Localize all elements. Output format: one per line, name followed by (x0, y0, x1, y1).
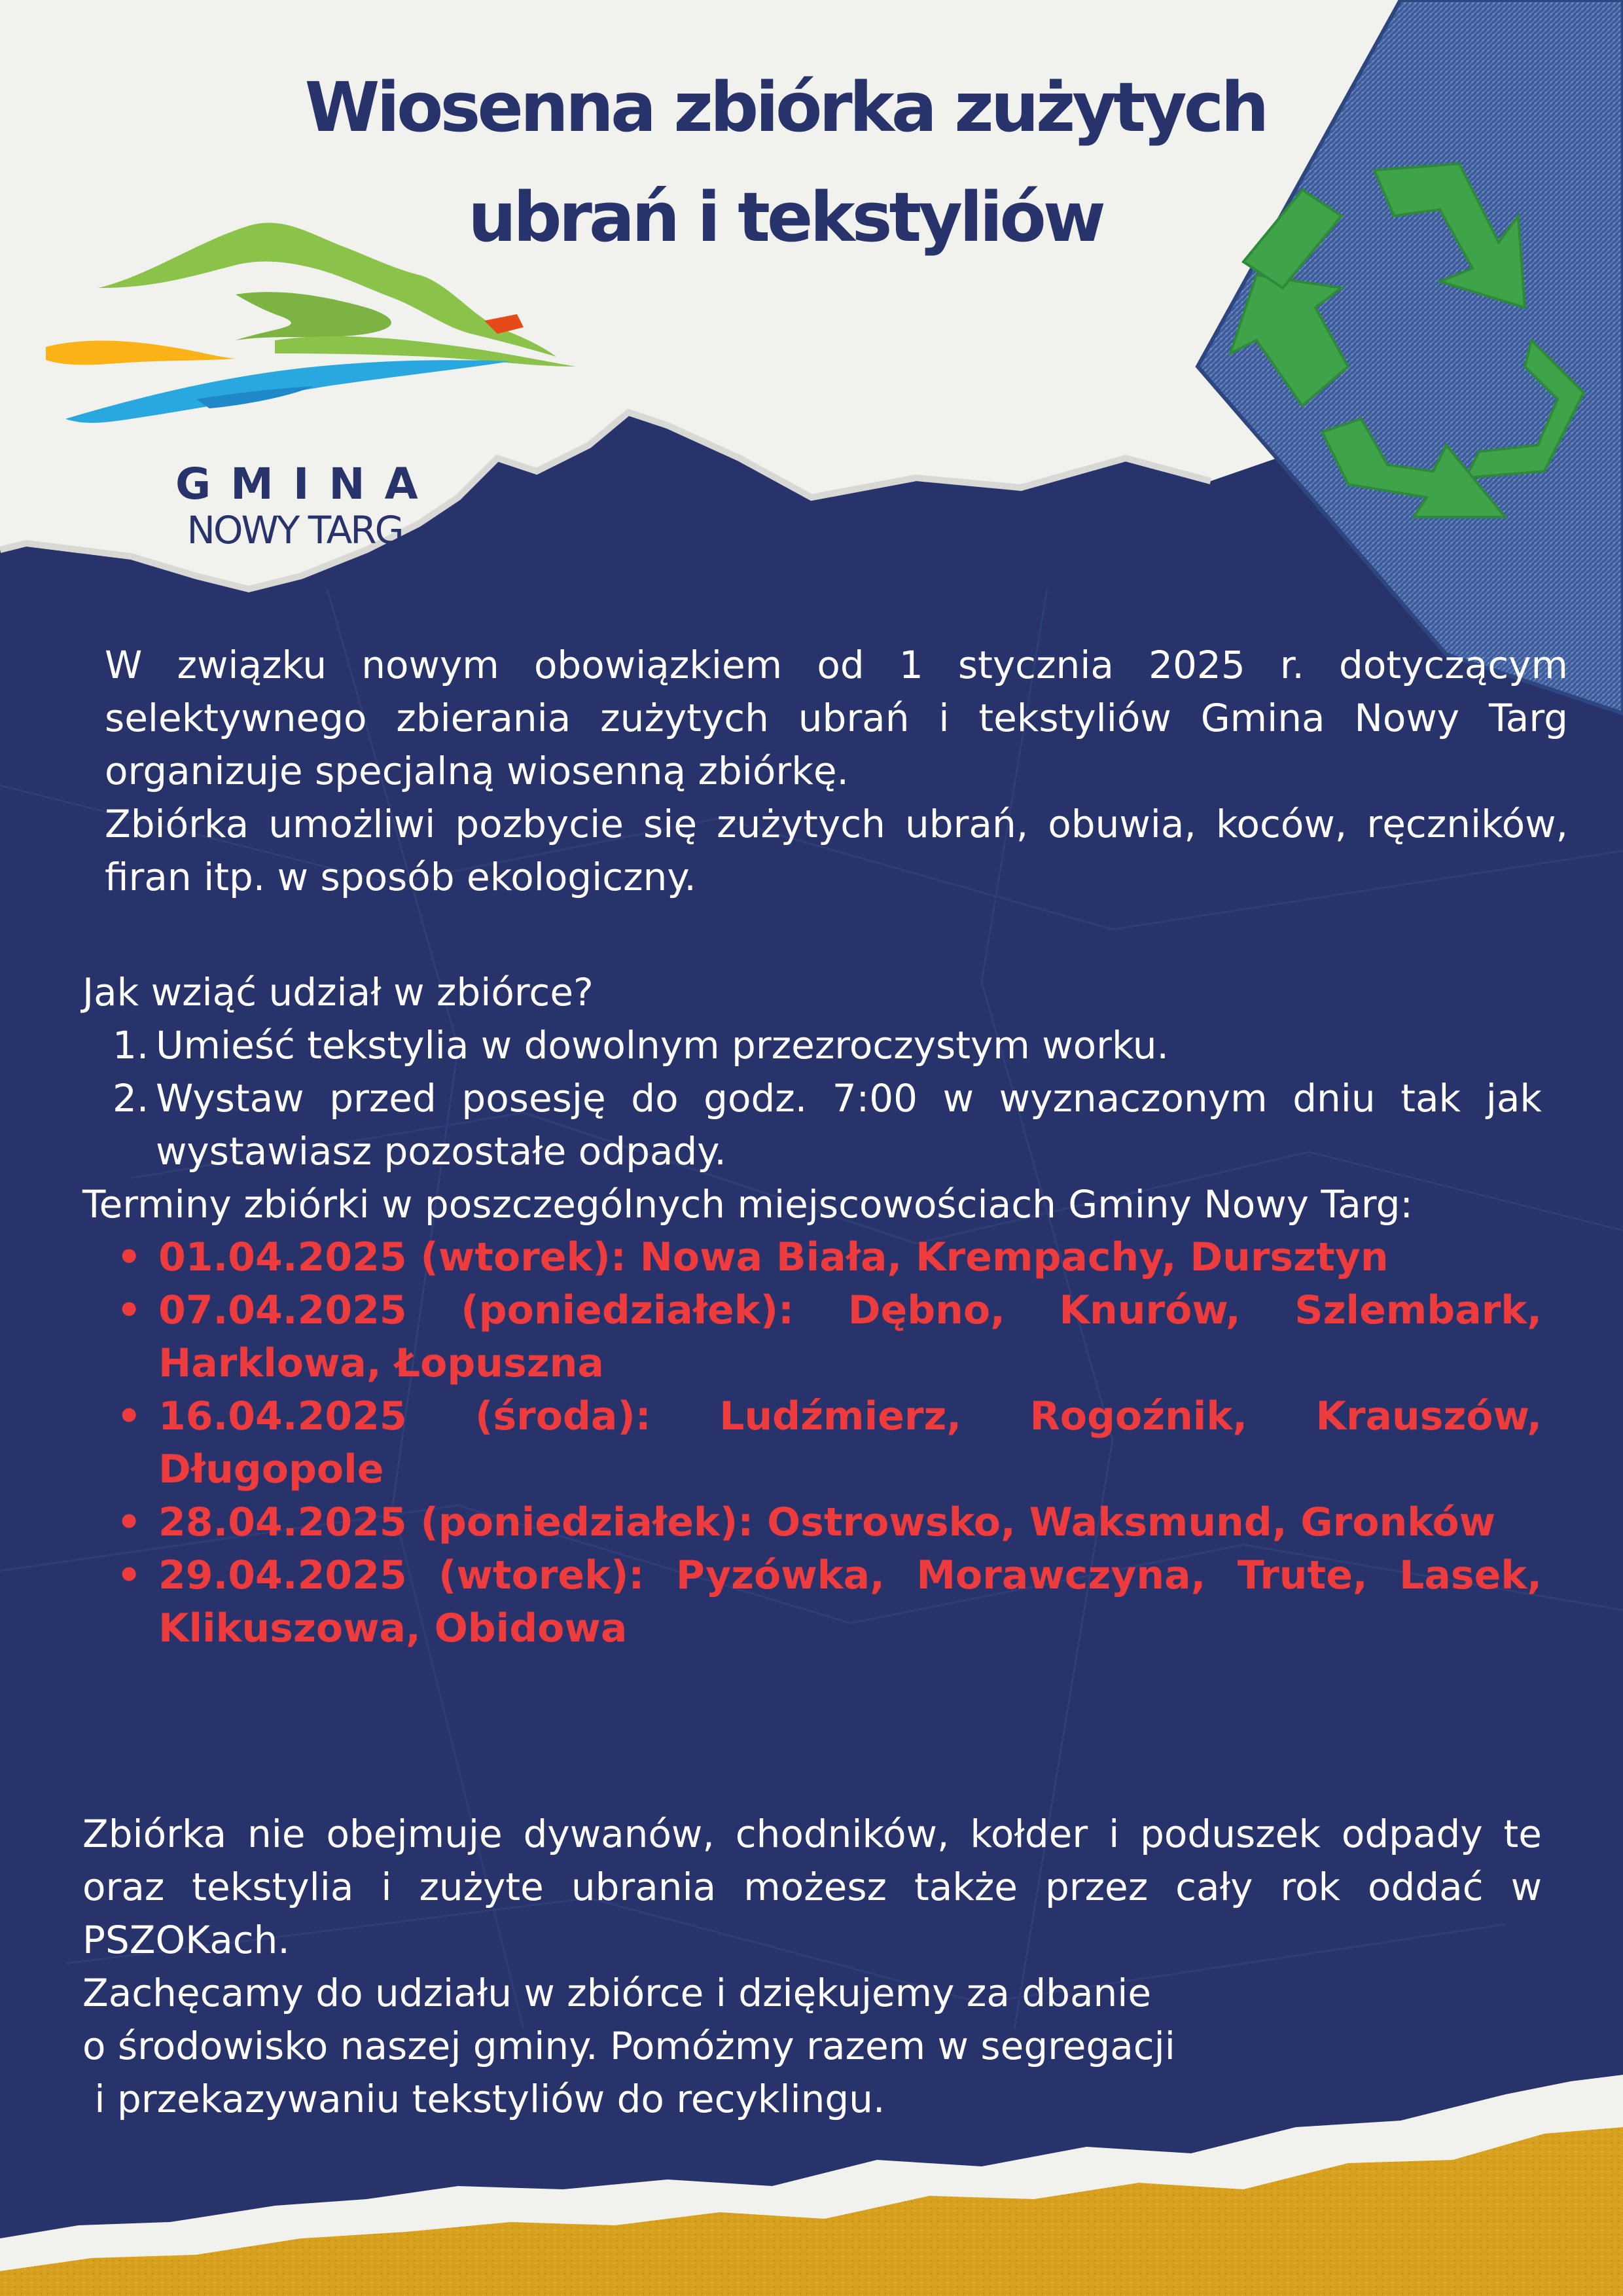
schedule-list (82, 1231, 1542, 1655)
schedule-item: • 01.04.2025 (wtorek): Nowa Biała, Krempachy, Dursztyn (116, 1234, 1389, 1280)
intro-section (105, 639, 1568, 904)
step-text: Wystaw przed posesję do godz. 7:00 w wyznaczonym dniu tak jak wystawiasz pozostałe odpady. (156, 1076, 1542, 1174)
gmina-logo (157, 459, 438, 552)
schedule-item: • 16.04.2025 (środa): Ludźmierz, Rogoźnik, Krauszów, Długopole (116, 1393, 1542, 1492)
outro-line-1: Zachęcamy do udziału w zbiórce i dziękujemy za dbanie (82, 1971, 1152, 2015)
schedule-item-text: 28.04.2025 (poniedziałek): Ostrowsko, Waksmund, Gronków (158, 1499, 1496, 1545)
schedule-item-text: 29.04.2025 (wtorek): Pyzówka, Morawczyna, Trute, Lasek, Klikuszowa, Obidowa (158, 1552, 1542, 1651)
intro-paragraph-2: Zbiórka umożliwi pozbycie się zużytych ubrań, obuwia, koców, ręczników, firan itp. w sposób ekologiczny. (105, 802, 1568, 899)
schedule-item-text: 01.04.2025 (wtorek): Nowa Biała, Krempachy, Dursztyn (158, 1234, 1389, 1280)
outro-section (82, 1808, 1542, 2126)
logo-line-1: GMINA (175, 459, 438, 509)
howto-section (82, 966, 1542, 1655)
steps-list (82, 1019, 1542, 1178)
step-item (82, 1019, 1542, 1072)
step-number: 2. (113, 1076, 149, 1121)
step-item (82, 1072, 1542, 1178)
outro-line-3: i przekazywaniu tekstyliów do recyklingu. (82, 2077, 885, 2121)
schedule-item-text: 16.04.2025 (środa): Ludźmierz, Rogoźnik, Krauszów, Długopole (158, 1393, 1542, 1492)
step-number: 1. (113, 1023, 149, 1067)
logo-line-2: NOWY TARG (187, 508, 402, 552)
schedule-item: • 29.04.2025 (wtorek): Pyzówka, Morawczyna, Trute, Lasek, Klikuszowa, Obidowa (116, 1552, 1542, 1651)
schedule-item: • 07.04.2025 (poniedziałek): Dębno, Knurów, Szlembark, Harklowa, Łopuszna (116, 1287, 1542, 1386)
howto-question: Jak wziąć udział w zbiórce? (82, 970, 594, 1014)
step-text: Umieść tekstylia w dowolnym przezroczystym worku. (156, 1023, 1169, 1067)
page-title (196, 52, 1374, 272)
schedule-intro: Terminy zbiórki w poszczególnych miejscowościach Gminy Nowy Targ: (82, 1182, 1413, 1227)
intro-paragraph-1: W związku nowym obowiązkiem od 1 stycznia 2025 r. dotyczącym selektywnego zbierania zużytych ubrań i tekstyliów Gmina Nowy Targ organizuje specjalną wiosenną zbiórkę. (105, 643, 1568, 793)
title-line-2: ubrań i tekstyliów (468, 177, 1103, 257)
outro-line-2: o środowisko naszej gminy. Pomóżmy razem w segregacji (82, 2024, 1175, 2068)
schedule-item: • 28.04.2025 (poniedziałek): Ostrowsko, Waksmund, Gronków (116, 1499, 1496, 1545)
schedule-item-text: 07.04.2025 (poniedziałek): Dębno, Knurów, Szlembark, Harklowa, Łopuszna (158, 1287, 1542, 1386)
outro-paragraph-1: Zbiórka nie obejmuje dywanów, chodników, kołder i poduszek odpady te oraz tekstylia i zużyte ubrania możesz także przez cały rok oddać w PSZOKach. (82, 1812, 1542, 1962)
title-line-1: Wiosenna zbiórka zużytych (304, 67, 1266, 147)
